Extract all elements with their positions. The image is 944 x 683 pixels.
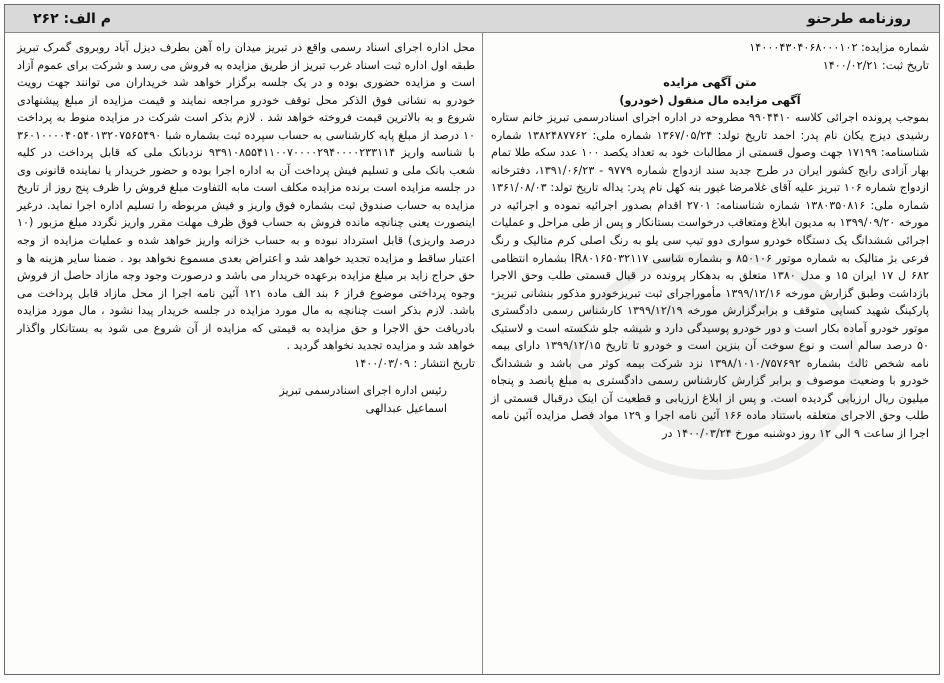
auction-number: شماره مزایده: ۱۴۰۰۰۴۳۰۴۰۶۸۰۰۰۱۰۲ bbox=[749, 41, 929, 54]
left-column bbox=[17, 39, 475, 417]
right-column bbox=[491, 39, 929, 443]
notice-title: متن آگهی مزایده bbox=[663, 76, 757, 90]
notice-body-part-1: بموجب پرونده اجرائی کلاسه ۹۹۰۴۴۱۰ مطروحه در اداره اجرای اسنادرسمی تبریز خانم ستاره رشیدی دیزج یکان نام پدر: احمد تاریخ تولد: ۱۳۶۷/۰۵/۲۴ شماره ملی: ۱۳۸۲۴۸۷۷۶۲ شماره شناسنامه: ۱۷۱۹۹ جهت وصول قسمتی از مطالبات خود به تعداد یکصد ۱۰۰ عدد سکه طلا تمام بهار آزادی رایج کشور ایران در طرح جدید سند ازدواج شماره ۹۷۷۹ - ۱۳۹۱/۰۶/۲۳، دفترخانه ازدواج شماره ۱۰۶ تبریز علیه آقای غلامرضا غیور بنه کهل نام پدر: یداله تاریخ تولد: ۱۳۶۱/۰۸/۰۳ شماره ملی: ۱۳۸۰۳۵۰۸۱۶ شماره شناسنامه: ۲۷۰۱ اقدام بصدور اجرائیه نموده و اجرائیه در مورخه ۱۳۹۹/۰۹/۲۰ به مدیون ابلاغ ومتعاقب درخواست بستانکار و پس از طی مراحل و عملیات اجرائی ششدانگ یک دستگاه خودرو سواری دوو تیپ سی یلو به رنگ اصلی کرم متالیک و رنگ فرعی بژ متالیک به شماره موتور ۸۵۰۱۰۶ و بشماره شاسی IR۸۰۱۶۵۰۳۲۱۱۷ بشماره انتظامی ۶۸۲ ل ۱۷ ایران ۱۵ و مدل ۱۳۸۰ متعلق به بدهکار پرونده در قبال قسمتی طلب وحق الاجرا بازداشت وطبق گزارش مورخه ۱۳۹۹/۱۲/۱۶ مأموراجرای ثبت تبریزخودرو مذکور بنشانی تبریز- پارکینگ شهید کسایی متوقف و برابرگزارش مورخه ۱۳۹۹/۱۲/۱۹ کارشناس رسمی دادگستری موتور خودرو آماده بکار است و دور خودرو پوسیدگی دارد و شیشه جلو شکسته است و لاستیک ۵۰ درصد سالم است و نوع سوخت آن بنزین است و خودرو تا تاریخ ۱۳۹۹/۱۲/۱۵ دارای بیمه نامه شخص ثالث بشماره ۱۳۹۸/۱۰۱۰/۷۵۷۶۹۲ نزد شرکت بیمه کوثر می باشد و ششدانگ خودرو با وضعیت موصوف و برابر گزارش کارشناس رسمی دادگستری به مبلغ پانصد و پنجاه میلیون ریال ارزیابی گردیده است. و پس از ابلاغ ارزیابی و قطعیت آن اینک درقبال قسمتی از طلب وحق الاجرای متعلقه باستناد ماده ۱۶۶ آئین نامه اجرا و ۱۲۹ مواد فصل مزایده آئین نامه اجرا از ساعت ۹ الی ۱۲ روز دوشنبه مورخ ۱۴۰۰/۰۳/۲۴ در bbox=[491, 111, 930, 441]
publish-date: تاریخ انتشار : ۱۴۰۰/۰۳/۰۹ bbox=[354, 356, 475, 370]
signer-name: اسماعیل عبدالهی bbox=[365, 401, 447, 415]
column-divider bbox=[482, 33, 483, 674]
newspaper-name: روزنامه طرحنو bbox=[807, 10, 911, 27]
register-date: تاریخ ثبت: ۱۴۰۰/۰۲/۲۱ bbox=[822, 58, 929, 72]
auction-meta bbox=[491, 39, 929, 74]
notice-body-part-2: محل اداره اجرای اسناد رسمی واقع در تبریز میدان راه آهن بطرف دیزل آباد روبروی گمرک تبریز طبقه اول اداره ثبت اسناد غرب تبریز از طریق مزایده به فروش می رسد و شرکت برای عموم آزاد است و مزایده حضوری بوده و در یک جلسه برگزار خواهد شد خریداران می توانند جهت رویت خودرو به نشانی فوق الذکر محل توقف خودرو مراجعه نمایند و قیمت مزایده از مبلغ پیشنهادی شروع و به بالاترین قیمت فروخته خواهد شد . لازم بذکر است شرکت در مزایده منوط به پرداخت ۱۰ درصد از مبلغ پایه کارشناسی به حساب سپرده ثبت بشماره شبا ۳۶۰۱۰۰۰۰۴۰۵۴۰۱۳۲۰۷۵۶۵۴۹۰ با شناسه واریز ۹۳۹۱۰۸۵۵۴۱۱۰۰۷۰۰۰۰۲۹۴۰۰۰۰۲۳۳۱۱۴ نزدبانک ملی که قابل پرداخت در کلیه شعب بانک ملی و تسلیم فیش پرداخت آن به اداره اجرا بوده و حضور خریدار یا نماینده قانونی وی در جلسه مزایده است برنده مزایده مکلف است مابه التفاوت مبلغ فروش را ظرف پنج روز از تاریخ مزایده به حساب صندوق ثبت بشماره فوق واریز و فیش مربوطه را تسلیم اداره اجرا نماید. درغیر اینصورت یعنی چنانچه مانده فروش به حساب فوق ظرف مهلت مقرر واریز نگردد مبلغ مزبور (۱۰ درصد واریزی) قابل استرداد نبوده و به حساب خزانه واریز خواهد شده و عملیات مزایده از وجه اعتبار ساقط و مزایده تجدید خواهد شد و اعتراض بعدی مسموع نخواهد بود . ضمنا سایر هزینه ها و حق حراج زاید بر مبلغ مزایده برعهده خریدار می باشد و درصورت وجود وجه مازاد حاصل از فروش وجوه پرداختی موضوع فراز ۶ بند الف ماده ۱۲۱ آئین نامه اجرا از محل مازاد قابل پرداخت می باشد. لازم بذکر است چنانچه به مال مورد مزایده در جلسه خریدار پیدا نشود ، مال مورد مزایده بادریافت حق الاجرا و حق مزایده به قیمتی که مزایده از آن شروع می شود به بستانکار واگذار خواهد شد و مزایده تجدید نخواهد گردید . bbox=[17, 41, 476, 353]
signer-title: رئیس اداره اجرای اسنادرسمی تبریز bbox=[279, 384, 447, 398]
signature-block bbox=[17, 382, 475, 417]
ad-number: م الف: ۲۶۲ bbox=[33, 10, 111, 27]
notice-subtitle: آگهی مزایده مال منقول (خودرو) bbox=[619, 93, 801, 107]
notice-header bbox=[5, 5, 939, 33]
newspaper-notice bbox=[4, 4, 940, 675]
